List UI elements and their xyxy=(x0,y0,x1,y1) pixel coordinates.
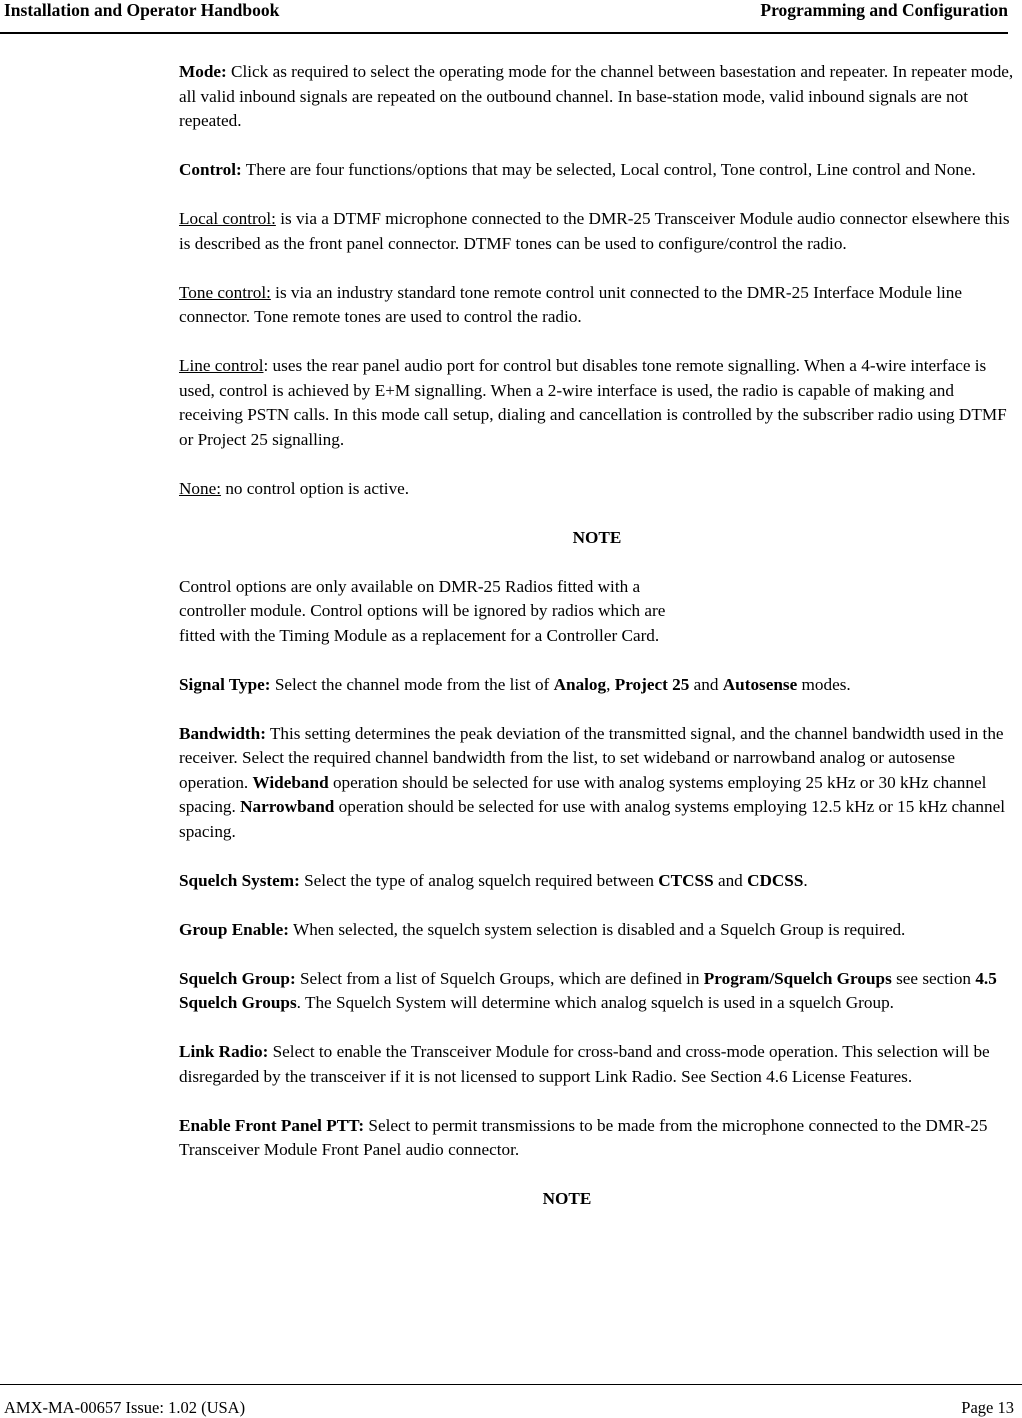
group-enable-text: When selected, the squelch system selection is disabled and a Squelch Group is required. xyxy=(289,919,906,939)
squelch-system-text: . xyxy=(803,870,808,890)
line-control-term: Line control xyxy=(179,356,264,375)
local-control-text: is via a DTMF microphone connected to the DMR-25 Transceiver Module audio connector elsewhere this is described as the front panel connector. DTMF tones can be used to configure/control the radio. xyxy=(179,209,1010,253)
squelch-option-cdcss: CDCSS xyxy=(747,870,804,890)
signal-type-text: Select the channel mode from the list of xyxy=(270,674,554,694)
bandwidth-term: Bandwidth: xyxy=(179,723,266,743)
tone-control-paragraph xyxy=(179,281,1015,330)
signal-type-text: modes. xyxy=(797,674,851,694)
squelch-system-paragraph xyxy=(179,869,1015,894)
bandwidth-text: This setting determines the peak deviation of the transmitted signal, and the channel bandwidth used in the receiver. Select the required channel bandwidth from the list, to set wideband or narrowband analog or autosense operation. xyxy=(179,723,1004,792)
line-control-paragraph xyxy=(179,354,1015,452)
bandwidth-text: operation should be selected for use with analog systems employing 12.5 kHz or 15 kHz channel spacing. xyxy=(179,797,1005,841)
page-number: Page 13 xyxy=(961,1398,1014,1417)
squelch-group-text: Select from a list of Squelch Groups, which are defined in xyxy=(295,968,704,988)
squelch-group-term: Squelch Group: xyxy=(179,968,296,988)
local-control-paragraph xyxy=(179,207,1015,256)
none-term: None: xyxy=(179,478,222,498)
none-paragraph xyxy=(179,477,1015,502)
note-text: Control options are only available on DMR-25 Radios fitted with a controller module. Control options will be ignored by radios which are fitted with the Timing Module as a replacement for a Controller Card. xyxy=(179,576,666,645)
link-radio-text: Select to enable the Transceiver Module for cross-band and cross-mode operation. This selection will be disregarded by the transceiver if it is not licensed to support Link Radio. See Section 4.6 License Features. xyxy=(179,1042,990,1086)
squelch-group-paragraph xyxy=(179,967,1015,1016)
front-ptt-paragraph xyxy=(179,1114,1015,1163)
squelch-system-term: Squelch System: xyxy=(179,870,300,890)
front-ptt-term: Enable Front Panel PTT: xyxy=(179,1115,365,1135)
page-body xyxy=(179,60,1015,1236)
signal-type-option-autosense: Autosense xyxy=(722,674,798,694)
control-term: Control: xyxy=(179,160,242,179)
signal-type-text: and xyxy=(689,674,723,694)
link-radio-paragraph xyxy=(179,1040,1015,1089)
signal-type-option-p25: Project 25 xyxy=(614,674,690,694)
front-ptt-text: Select to permit transmissions to be made from the microphone connected to the DMR-25 Transceiver Module Front Panel audio connector. xyxy=(179,1115,988,1159)
squelch-system-text: and xyxy=(713,870,748,890)
control-paragraph xyxy=(179,158,1015,183)
mode-paragraph xyxy=(179,60,1015,134)
note-heading-2: NOTE xyxy=(542,1189,592,1208)
none-text: no control option is active. xyxy=(221,478,410,498)
tone-control-term: Tone control: xyxy=(179,282,271,302)
squelch-groups-menu-ref: Program/Squelch Groups xyxy=(703,968,892,988)
note-heading: NOTE xyxy=(572,527,622,547)
signal-type-text: , xyxy=(606,674,615,694)
squelch-groups-section-ref: 4.5 Squelch Groups xyxy=(179,968,997,1012)
header-section: Programming and Configuration xyxy=(760,0,1008,20)
squelch-group-text: . The Squelch System will determine which analog squelch is used in a squelch Group. xyxy=(296,993,894,1012)
squelch-group-text: see section xyxy=(891,968,976,988)
signal-type-option-analog: Analog xyxy=(553,674,607,694)
squelch-system-text: Select the type of analog squelch required between xyxy=(299,870,659,890)
page-footer xyxy=(0,1384,1022,1418)
document-id: AMX-MA-00657 Issue: 1.02 (USA) xyxy=(4,1398,246,1417)
mode-text: Click as required to select the operating mode for the channel between basestation and repeater. In repeater mode, all valid inbound signals are repeated on the outbound channel. In base-station mode, valid inbound signals are not repeated. xyxy=(179,62,1014,130)
group-enable-term: Group Enable: xyxy=(179,919,289,939)
signal-type-term: Signal Type: xyxy=(179,674,271,694)
header-title: Installation and Operator Handbook xyxy=(4,0,280,20)
bandwidth-paragraph xyxy=(179,722,1015,845)
bandwidth-option-narrowband: Narrowband xyxy=(240,797,335,816)
link-radio-term: Link Radio: xyxy=(179,1042,269,1061)
group-enable-paragraph xyxy=(179,918,1015,943)
line-control-text: : uses the rear panel audio port for control but disables tone remote signalling. When a 4-wire interface is used, control is achieved by E+M signalling. When a 2-wire interface is used, the radio is capable of making and receiving PSTN calls. In this mode call setup, dialing and cancellation is controlled by the subscriber radio using DTMF or Project 25 signalling. xyxy=(179,356,1007,449)
squelch-option-ctcss: CTCSS xyxy=(658,870,714,890)
control-text: There are four functions/options that may be selected, Local control, Tone control, Line control and None. xyxy=(241,160,976,179)
tone-control-text: is via an industry standard tone remote control unit connected to the DMR-25 Interface Module line connector. Tone remote tones are used to control the radio. xyxy=(179,282,963,326)
bandwidth-text: operation should be selected for use with analog systems employing 25 kHz or 30 kHz channel spacing. xyxy=(179,772,987,816)
page-header xyxy=(0,0,1008,34)
mode-term: Mode: xyxy=(179,62,227,81)
bandwidth-option-wideband: Wideband xyxy=(252,772,329,792)
local-control-term: Local control: xyxy=(179,209,276,228)
signal-type-paragraph xyxy=(179,673,1015,698)
